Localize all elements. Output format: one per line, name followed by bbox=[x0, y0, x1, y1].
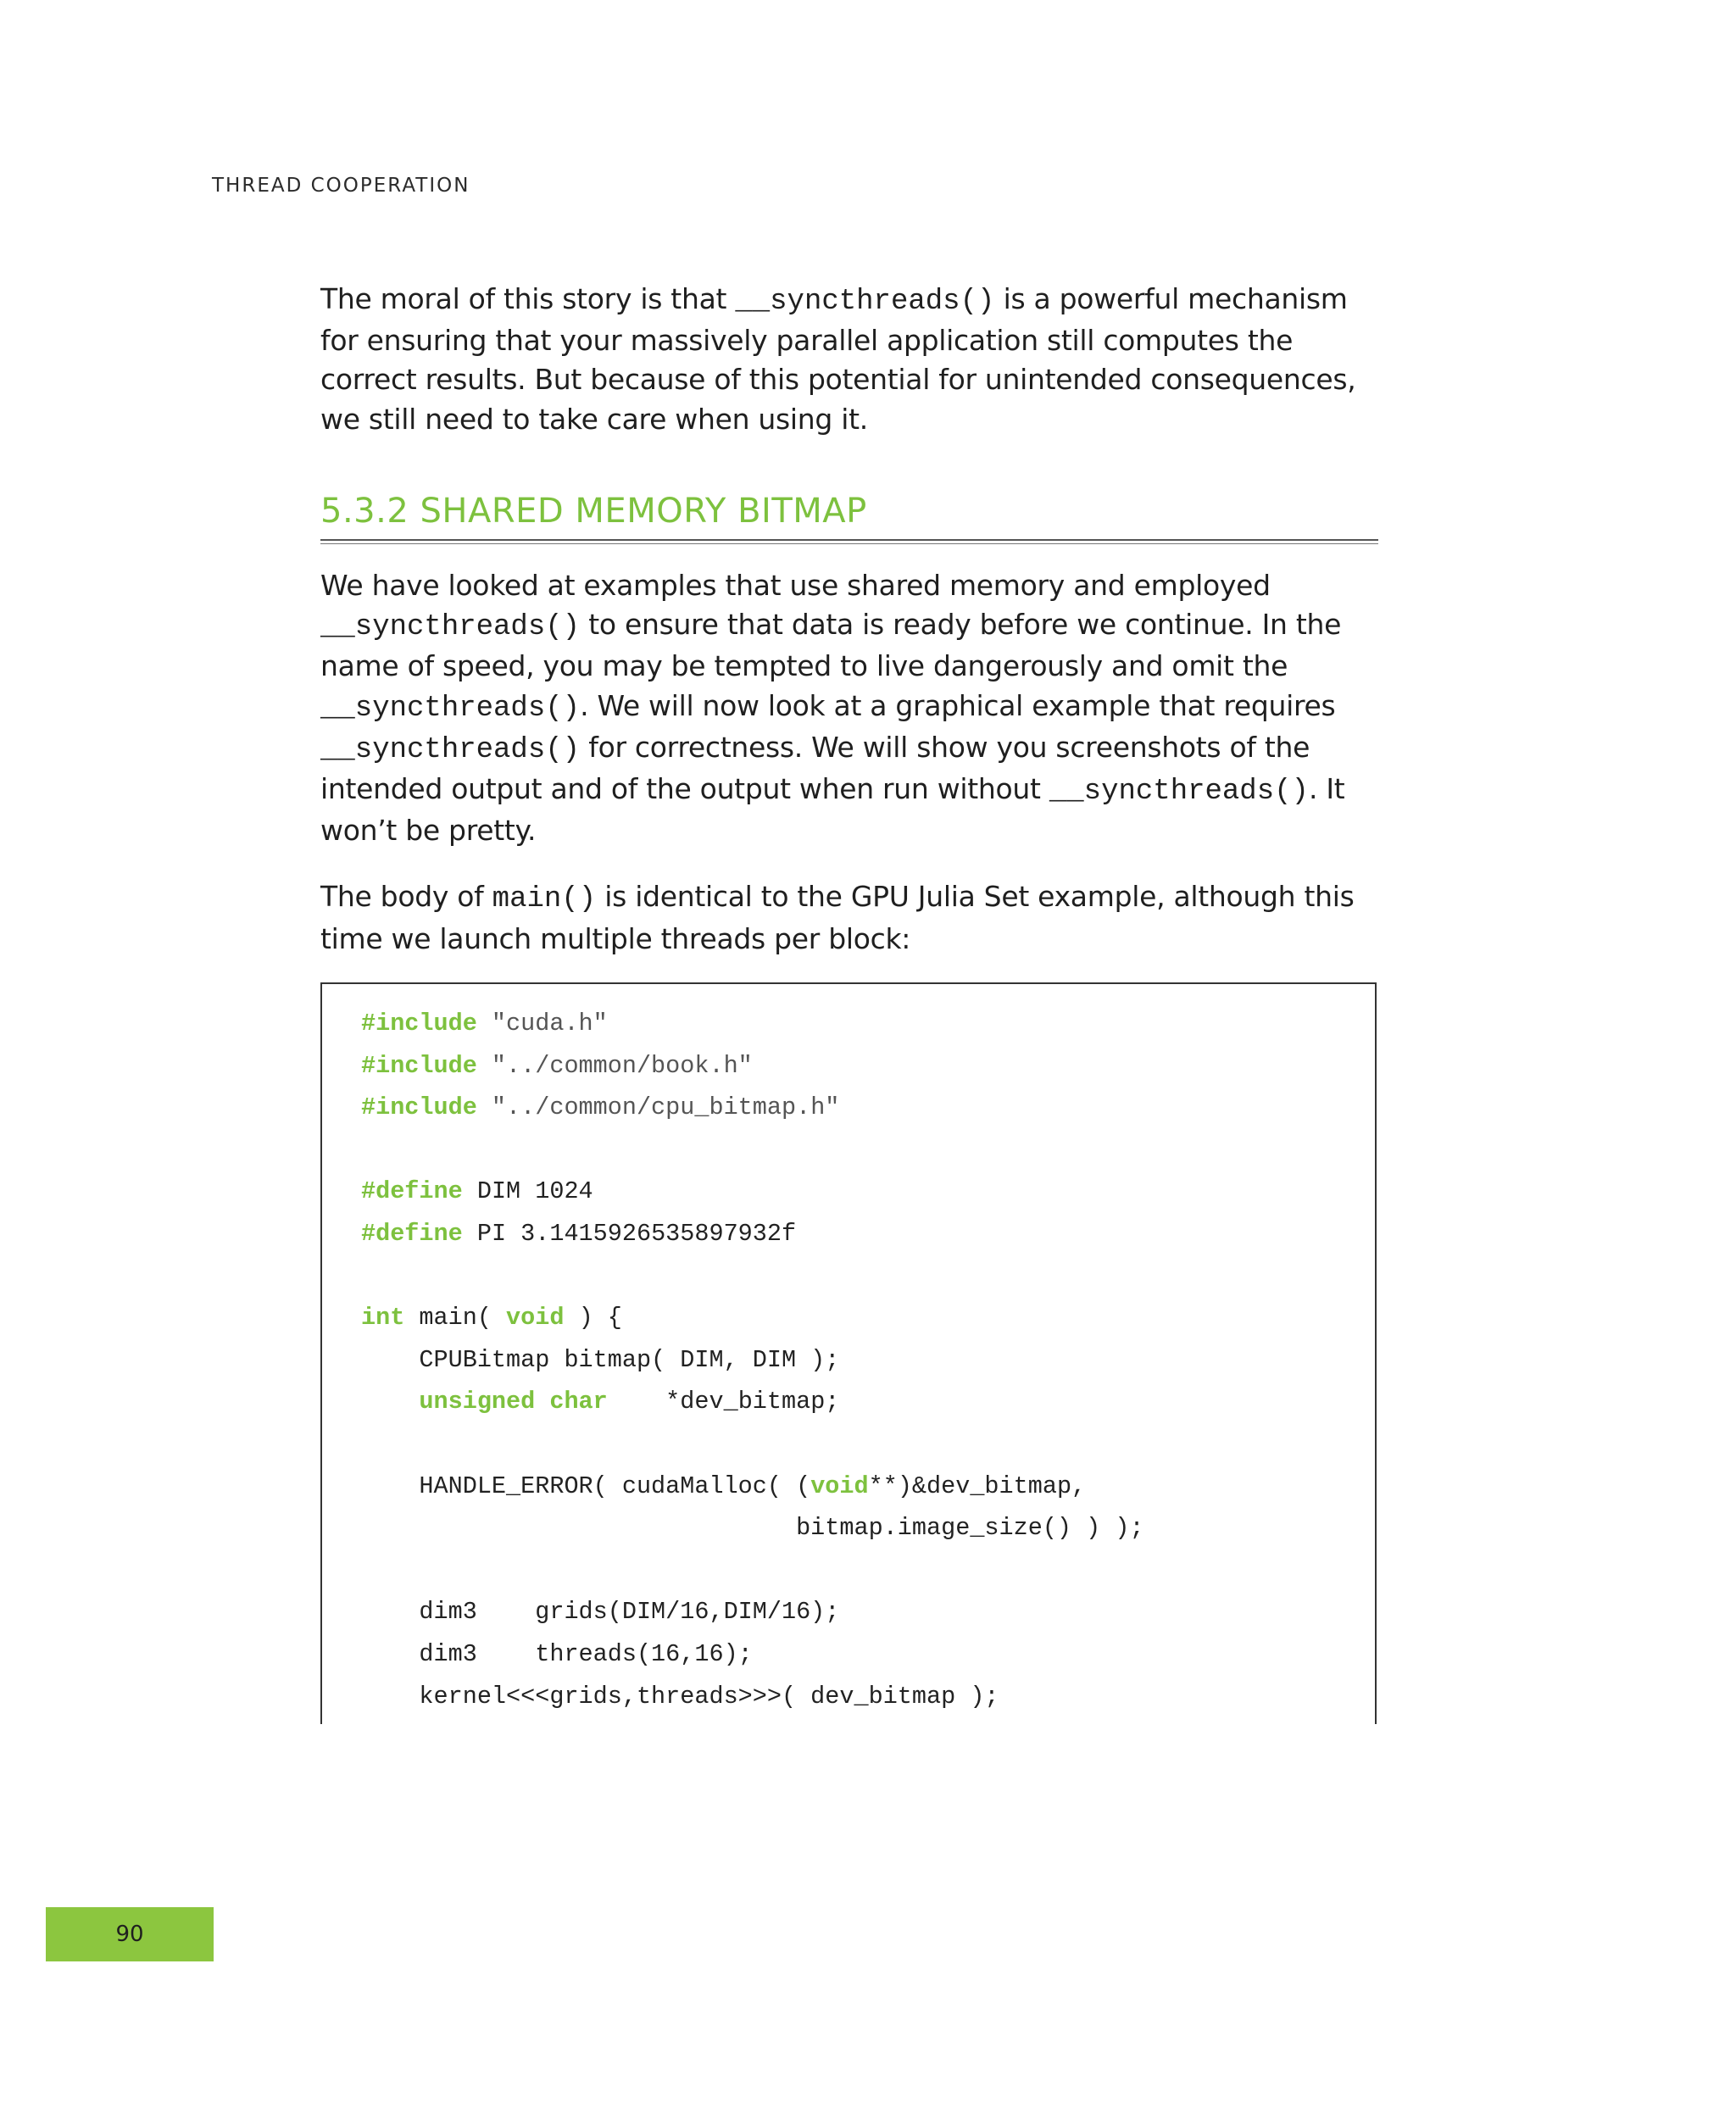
code-line bbox=[361, 1423, 1144, 1466]
code-keyword: #include bbox=[361, 1093, 477, 1122]
code-keyword: #include bbox=[361, 1010, 477, 1038]
code-text: dim3 grids(DIM/16,DIM/16); bbox=[361, 1598, 840, 1627]
code-string: "../common/cpu_bitmap.h" bbox=[476, 1093, 840, 1122]
inline-code: __syncthreads() bbox=[320, 733, 581, 766]
code-line bbox=[361, 1591, 1144, 1633]
section-title: SHARED MEMORY BITMAP bbox=[420, 492, 867, 531]
code-keyword: #define bbox=[361, 1219, 463, 1248]
code-line bbox=[361, 1466, 1144, 1508]
text-run: The body of bbox=[320, 880, 492, 914]
text-run: . It won’t be pretty. bbox=[320, 772, 1345, 848]
code-text: ) { bbox=[564, 1304, 622, 1332]
inline-code: __syncthreads() bbox=[1049, 776, 1309, 809]
inline-code: __syncthreads() bbox=[320, 611, 581, 644]
section-heading-rule bbox=[320, 539, 1378, 544]
code-keyword: unsigned char bbox=[419, 1388, 608, 1416]
section-number: 5.3.2 bbox=[320, 492, 409, 531]
code-string: "cuda.h" bbox=[476, 1010, 608, 1038]
code-text: *dev_bitmap; bbox=[607, 1388, 840, 1416]
code-text: CPUBitmap bitmap( DIM, DIM ); bbox=[361, 1345, 840, 1374]
code-line bbox=[361, 1339, 1144, 1382]
text-run: The moral of this story is that bbox=[320, 282, 736, 315]
code-line bbox=[361, 1129, 1144, 1171]
code-line bbox=[361, 1549, 1144, 1592]
code-text: dim3 threads(16,16); bbox=[361, 1639, 753, 1668]
code-line bbox=[361, 1045, 1144, 1088]
code-text: HANDLE_ERROR( cudaMalloc( ( bbox=[361, 1471, 811, 1500]
code-text: PI 3.1415926535897932f bbox=[462, 1219, 797, 1248]
body-paragraph bbox=[320, 877, 1380, 958]
inline-code: __syncthreads() bbox=[735, 286, 995, 318]
code-line bbox=[361, 1003, 1144, 1045]
code-listing bbox=[361, 1003, 1144, 1717]
code-text bbox=[361, 1388, 419, 1416]
text-run: is a powerful mechanism for ensuring that your massively parallel application still computes the correct results. But because of this potential for unintended consequences, we still need to take care when using it. bbox=[320, 282, 1356, 436]
code-text: kernel<<<grids,threads>>>( dev_bitmap ); bbox=[361, 1682, 999, 1711]
intro-paragraph bbox=[320, 280, 1380, 439]
inline-code: __syncthreads() bbox=[320, 692, 581, 725]
code-keyword: #include bbox=[361, 1051, 477, 1080]
code-keyword: int bbox=[361, 1304, 405, 1332]
code-text: **)&dev_bitmap, bbox=[868, 1471, 1087, 1500]
text-run: . We will now look at a graphical example that requires bbox=[580, 688, 1336, 722]
code-line bbox=[361, 1633, 1144, 1676]
code-line bbox=[361, 1297, 1144, 1339]
code-keyword: #define bbox=[361, 1177, 463, 1206]
code-text: main( bbox=[404, 1304, 507, 1332]
code-line bbox=[361, 1087, 1144, 1129]
code-line bbox=[361, 1381, 1144, 1423]
code-listing-box bbox=[320, 982, 1377, 1724]
code-line bbox=[361, 1676, 1144, 1718]
code-string: "../common/book.h" bbox=[476, 1051, 753, 1080]
page-number: 90 bbox=[115, 1922, 144, 1947]
code-keyword: void bbox=[506, 1304, 565, 1332]
section-heading bbox=[320, 492, 1378, 531]
code-keyword: void bbox=[810, 1471, 869, 1500]
code-line bbox=[361, 1255, 1144, 1298]
code-text: bitmap.image_size() ) ); bbox=[361, 1514, 1144, 1543]
code-line bbox=[361, 1171, 1144, 1213]
code-text: DIM 1024 bbox=[462, 1177, 593, 1206]
body-paragraph bbox=[320, 566, 1380, 850]
page-number-tab bbox=[46, 1907, 214, 1961]
text-run: We have looked at examples that use shared memory and employed bbox=[320, 569, 1271, 602]
inline-code: main() bbox=[492, 883, 597, 916]
code-line bbox=[361, 1213, 1144, 1255]
code-line bbox=[361, 1507, 1144, 1549]
section-body bbox=[320, 566, 1380, 959]
text-run: is identical to the GPU Julia Set example, although this time we launch multiple threads per block: bbox=[320, 880, 1355, 955]
text-run: to ensure that data is ready before we continue. In the name of speed, you may be tempted to live dangerously and omit the bbox=[320, 608, 1342, 683]
intro-text bbox=[320, 280, 1380, 439]
running-head: THREAD COOPERATION bbox=[212, 175, 470, 197]
text-run: for correctness. We will show you screenshots of the intended output and of the output when run without bbox=[320, 730, 1310, 806]
